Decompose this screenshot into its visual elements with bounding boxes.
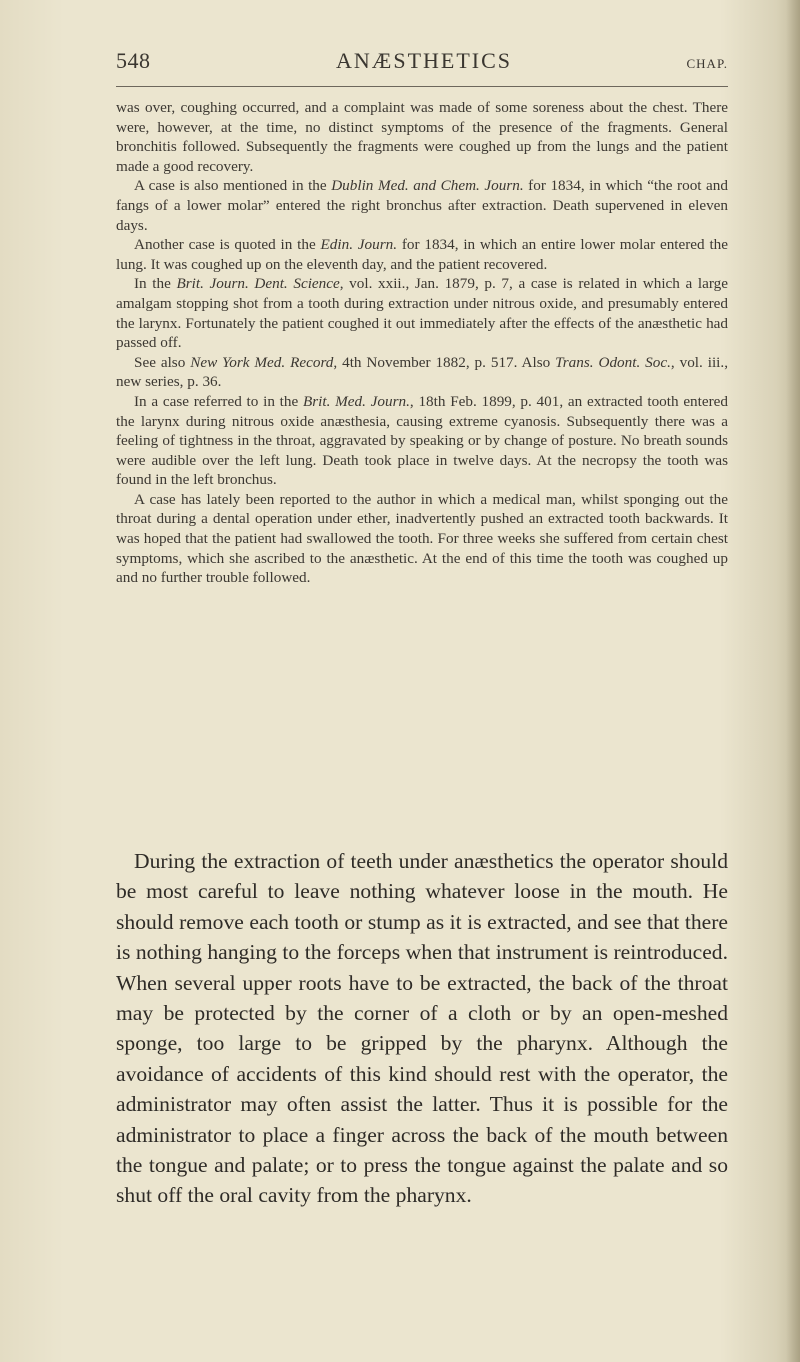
paragraph-3-text-cont: for 1834, in which an entire lower molar entered the lung. It was coughed up on the eleventh day, and the patient recovered. <box>116 236 728 273</box>
running-title: ANÆSTHETICS <box>336 48 513 73</box>
citation-edinburgh: Edin. Journ. <box>320 236 398 254</box>
page-number: 548 <box>116 48 151 73</box>
paragraph-4-text: In the <box>134 275 177 293</box>
header-rule <box>116 86 728 87</box>
paragraph-5 <box>116 353 728 392</box>
citation-trans-odont: Trans. Odont. Soc. <box>555 353 671 371</box>
paragraph-6-text-cont: , 18th Feb. 1899, p. 401, an extracted tooth entered the larynx during nitrous oxide anæsthesia, causing extreme cyanosis. Subsequently there was a feeling of tightness in the throat, aggravated by speaking or by change of posture. No breath sounds were audible over the left lung. Death took place in twelve days. At the necropsy the tooth was found in the left bronchus. <box>116 392 729 489</box>
paragraph-2-text: A case is also mentioned in the <box>134 177 332 195</box>
paragraph-3-text: Another case is quoted in the <box>134 236 321 254</box>
large-print-section <box>116 846 728 1211</box>
paragraph-5-text-cont: , 4th November 1882, p. 517. Also <box>333 353 556 371</box>
paragraph-8: During the extraction of teeth under anæsthetics the operator should be most careful to leave nothing whatever loose in the mouth. He should remove each tooth or stump as it is extracted, and see that there is nothing hanging to the forceps when that instrument is reintroduced. When several upper roots have to be extracted, the back of the throat may be protected by the corner of a cloth or by an open-meshed sponge, too large to be gripped by the pharynx. Although the avoidance of accidents of this kind should rest with the operator, the administrator may often assist the latter. Thus it is possible for the administrator to place a finger across the back of the mouth between the tongue and palate; or to press the tongue against the palate and so shut off the oral cavity from the pharynx. <box>116 849 728 1208</box>
body-text <box>116 98 728 588</box>
paragraph-7: A case has lately been reported to the author in which a medical man, whilst sponging out the throat during a dental operation under ether, inadvertently pushed an extracted tooth backwards. It was hoped that the patient had swallowed the tooth. For three weeks she suffered from certain chest symptoms, which she ascribed to the anæsthetic. At the end of this time the tooth was coughed up and no further trouble followed. <box>116 490 728 587</box>
paragraph-6-text: In a case referred to in the <box>134 392 303 410</box>
paragraph-4 <box>116 274 728 352</box>
citation-brit-dent: Brit. Journ. Dent. Science <box>176 275 340 293</box>
paragraph-4-text-cont: , vol. xxii., Jan. 1879, p. 7, a case is related in which a large amalgam stopping shot from a tooth during extraction under nitrous oxide, and presumably entered the larynx. Fortunately the patient coughed it out immediately after the effects of the anæsthetic had passed off. <box>116 275 728 352</box>
citation-new-york: New York Med. Record <box>190 353 334 371</box>
paragraph-3 <box>116 235 728 274</box>
paragraph-5-text-end: , vol. iii., new series, p. 36. <box>116 353 728 391</box>
citation-brit-med: Brit. Med. Journ. <box>302 392 410 410</box>
paragraph-6 <box>116 392 728 490</box>
running-header <box>116 48 728 88</box>
page-edge-shadow <box>786 0 800 1362</box>
chapter-marker: CHAP. <box>686 56 728 71</box>
citation-dublin: Dublin Med. and Chem. Journ. <box>331 177 524 195</box>
paragraph-2 <box>116 176 728 235</box>
paragraph-2-text-cont: for 1834, in which “the root and fangs of a lower molar” entered the right bronchus after extraction. Death supervened in eleven days. <box>116 177 728 234</box>
paragraph-5-text: See also <box>134 353 191 371</box>
paragraph-1: was over, coughing occurred, and a complaint was made of some soreness about the chest. There were, however, at the time, no distinct symptoms of the presence of the fragments. General bronchitis followed. Subsequently the fragments were coughed up from the lungs and the patient made a good recovery. <box>116 99 728 175</box>
